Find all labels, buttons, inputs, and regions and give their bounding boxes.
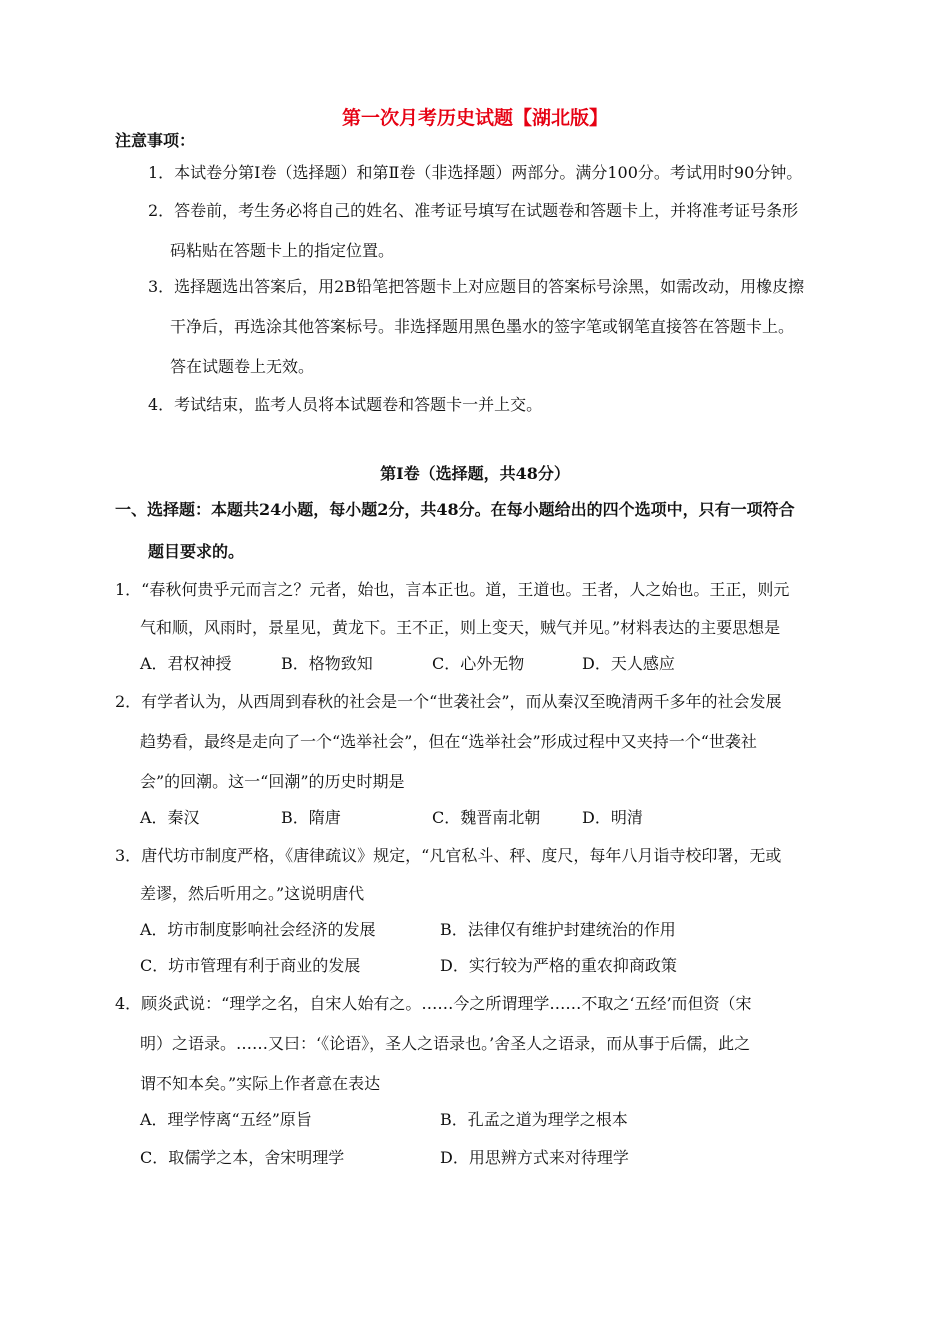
question-4-option-a: A．理学悖离“五经”原旨 (140, 1110, 312, 1129)
question-2-option-b: B．隋唐 (281, 808, 341, 827)
notice-item: 干净后，再选涂其他答案标号。非选择题用黑色墨水的签字笔或钢笔直接答在答题卡上。 (170, 317, 795, 336)
question-3-option-a: A．坊市制度影响社会经济的发展 (140, 920, 376, 939)
question-3-option-d: D．实行较为严格的重农抑商政策 (440, 956, 677, 975)
page-title: 第一次月考历史试题【湖北版】 (341, 107, 608, 129)
question-2-option-d: D．明清 (582, 808, 643, 827)
question-3-text: 差谬，然后听用之。”这说明唐代 (140, 884, 365, 903)
question-2-option-a: A．秦汉 (140, 808, 200, 827)
section-heading: 第Ⅰ卷（选择题，共48分） (380, 464, 570, 483)
notice-item: 4．考试结束，监考人员将本试题卷和答题卡一并上交。 (148, 395, 543, 414)
notice-item: 2．答卷前，考生务必将自己的姓名、准考证号填写在试题卷和答题卡上，并将准考证号条形 (148, 201, 799, 220)
question-4-option-b: B．孔孟之道为理学之根本 (440, 1110, 628, 1129)
section-instruction: 题目要求的。 (148, 542, 245, 561)
question-3-option-c: C．坊市管理有利于商业的发展 (140, 956, 361, 975)
question-1-text: 1．“春秋何贵乎元而言之？元者，始也，言本正也。道，王道也。王者，人之始也。王正，则元 (115, 580, 790, 599)
question-4-option-d: D．用思辨方式来对待理学 (440, 1148, 629, 1167)
question-2-text: 会”的回潮。这一“回潮”的历史时期是 (140, 772, 405, 791)
notice-item: 3．选择题选出答案后，用2B铅笔把答题卡上对应题目的答案标号涂黑，如需改动，用橡皮擦 (148, 277, 805, 296)
question-4-text: 明）之语录。……又曰：‘《论语》，圣人之语录也。’舍圣人之语录，而从事于后儒，此之 (140, 1034, 751, 1053)
notice-item: 1．本试卷分第Ⅰ卷（选择题）和第Ⅱ卷（非选择题）两部分。满分100分。考试用时90分钟。 (148, 163, 803, 182)
question-1-option-b: B．格物致知 (281, 654, 373, 673)
question-2-text: 趋势看，最终是走向了一个“选举社会”，但在“选举社会”形成过程中又夹持一个“世袭社 (140, 732, 757, 751)
question-1-option-c: C．心外无物 (432, 654, 525, 673)
question-3-text: 3．唐代坊市制度严格，《唐律疏议》规定，“凡官私斗、秤、度尺，每年八月诣寺校印署，无或 (115, 846, 782, 865)
question-4-text: 谓不知本矣。”实际上作者意在表达 (140, 1074, 381, 1093)
notice-item: 码粘贴在答题卡上的指定位置。 (170, 241, 395, 260)
question-4-text: 4．顾炎武说：“理学之名，自宋人始有之。……今之所谓理学……不取之‘五经’而但资（宋 (115, 994, 752, 1013)
question-4-option-c: C．取儒学之本，舍宋明理学 (140, 1148, 345, 1167)
question-2-option-c: C．魏晋南北朝 (432, 808, 541, 827)
question-1-text: 气和顺，风雨时，景星见，黄龙下。王不正，则上变天，贼气并见。”材料表达的主要思想是 (140, 618, 781, 637)
notice-item: 答在试题卷上无效。 (170, 357, 315, 376)
question-3-option-b: B．法律仅有维护封建统治的作用 (440, 920, 676, 939)
notice-heading: 注意事项： (115, 131, 196, 150)
section-instruction: 一、选择题：本题共24小题，每小题2分，共48分。在每小题给出的四个选项中，只有一项符合 (115, 500, 795, 519)
question-1-option-a: A．君权神授 (140, 654, 232, 673)
question-1-option-d: D．天人感应 (582, 654, 675, 673)
question-2-text: 2．有学者认为，从西周到春秋的社会是一个“世袭社会”，而从秦汉至晚清两千多年的社会发展 (115, 692, 782, 711)
